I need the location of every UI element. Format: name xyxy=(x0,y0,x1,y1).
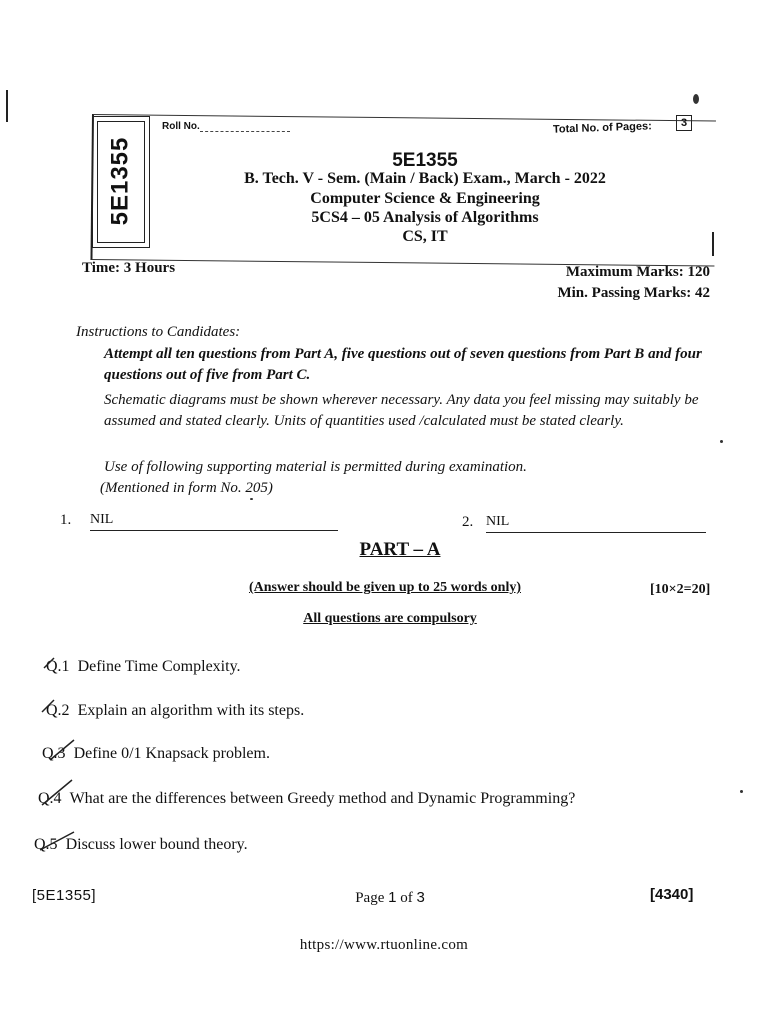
total-pages-value: 3 xyxy=(676,115,692,131)
scan-mark xyxy=(6,90,8,122)
material-2-number: 2. xyxy=(462,514,474,530)
part-a-compulsory: All questions are compulsory xyxy=(303,611,477,626)
instruction-schematic: Schematic diagrams must be shown wherever necessary. Any data you feel missing may suitably be assumed and stated clearly. Units of quantities used /calculated must be stated clearly. xyxy=(104,392,699,429)
handwritten-tick-marks xyxy=(30,650,90,860)
total-pages-label: Total No. of Pages: xyxy=(552,120,652,136)
roll-no-line xyxy=(200,131,290,132)
question-text: What are the differences between Greedy method and Dynamic Programming? xyxy=(69,790,576,807)
part-a-word-limit: (Answer should be given up to 25 words only) xyxy=(248,580,521,595)
streams: CS, IT xyxy=(402,228,448,245)
scan-speck xyxy=(720,440,723,443)
instruction-attempt: Attempt all ten questions from Part A, five questions out of seven questions from Part B and four questions out of five from Part C. xyxy=(104,346,702,383)
question-number: Q.4 xyxy=(38,790,62,807)
part-a-title: PART – A xyxy=(359,539,441,560)
question-text: Define 0/1 Knapsack problem. xyxy=(73,745,270,762)
instructions-heading: Instructions to Candidates: xyxy=(76,324,241,340)
question-text: Define Time Complexity. xyxy=(77,658,241,675)
material-1-number: 1. xyxy=(60,512,72,528)
paper-code-vertical: 5E1355 xyxy=(106,136,133,226)
footer-url: https://www.rtuonline.com xyxy=(299,937,469,953)
question-number: Q.5 xyxy=(34,836,58,853)
footer-page-number: Page 1 of 3 xyxy=(355,889,425,906)
min-passing-marks: Min. Passing Marks: 42 xyxy=(557,285,710,301)
question-number: Q.2 xyxy=(46,702,70,719)
scan-speck xyxy=(693,94,699,104)
question-text: Discuss lower bound theory. xyxy=(65,836,248,853)
question-4 xyxy=(38,790,575,808)
roll-no-label: Roll No. xyxy=(162,121,200,132)
header-frame-edge xyxy=(712,232,714,256)
exam-title: B. Tech. V - Sem. (Main / Back) Exam., March - 2022 xyxy=(244,170,606,187)
branch: Computer Science & Engineering xyxy=(310,190,540,207)
question-number: Q.1 xyxy=(46,658,70,675)
time-allowed: Time: 3 Hours xyxy=(82,260,176,276)
question-number: Q.3 xyxy=(42,745,66,762)
material-1-value: NIL xyxy=(90,512,338,531)
maximum-marks: Maximum Marks: 120 xyxy=(565,264,710,280)
instruction-form-note: (Mentioned in form No. 205) xyxy=(100,480,273,496)
paper-code: 5E1355 xyxy=(392,150,458,171)
footer-paper-code: [5E1355] xyxy=(32,887,97,904)
scan-speck xyxy=(740,790,743,793)
footer-paper-number: [4340] xyxy=(650,886,694,903)
subject: 5CS4 – 05 Analysis of Algorithms xyxy=(311,209,539,226)
material-2-value: NIL xyxy=(486,514,706,533)
question-text: Explain an algorithm with its steps. xyxy=(77,702,305,719)
part-a-marks: [10×2=20] xyxy=(650,582,711,597)
instruction-material: Use of following supporting material is permitted during examination. xyxy=(104,459,527,475)
scan-speck xyxy=(250,498,253,500)
